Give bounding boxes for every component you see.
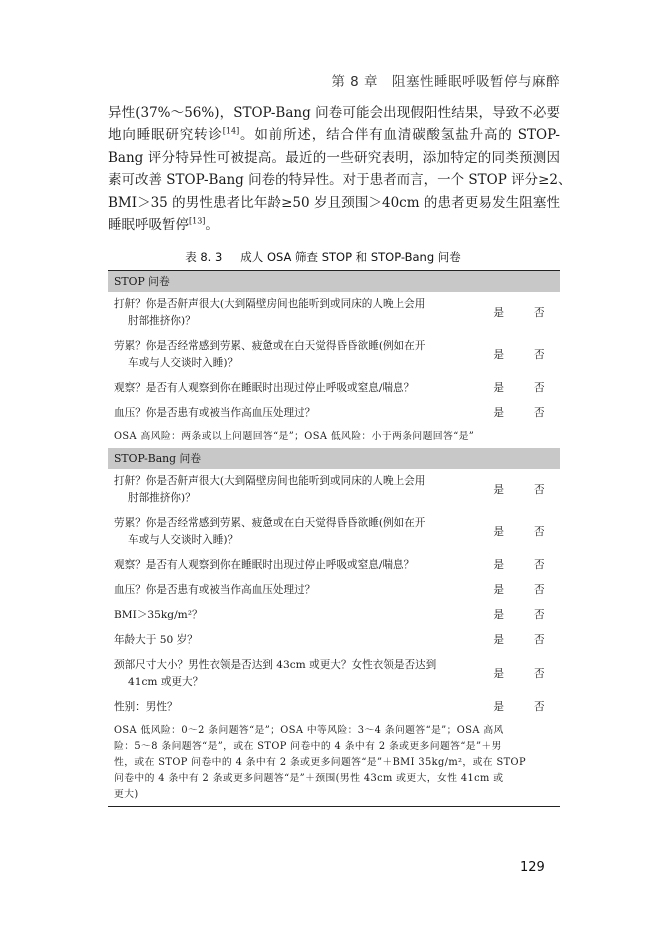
running-header: 第 8 章 阻塞性睡眠呼吸暂停与麻醉 <box>331 74 560 90</box>
citation-ref: [13] <box>189 216 206 226</box>
yes-option: 是 <box>493 348 505 361</box>
question-text-cont: 41cm 或更大？ <box>128 676 204 688</box>
yes-option: 是 <box>493 407 505 419</box>
body-paragraph <box>108 102 572 236</box>
yes-option: 是 <box>493 525 505 538</box>
yes-option: 是 <box>493 667 505 680</box>
citation-ref: [14] <box>222 126 240 136</box>
question-text-cont: 车或与人交谈时入睡)？ <box>128 534 239 546</box>
para-line: 睡眠呼吸暂停[13]。 <box>108 216 219 234</box>
no-option: 否 <box>533 584 545 596</box>
question-row <box>108 401 560 426</box>
table-number: 表 8. 3 <box>185 250 223 264</box>
question-text: 血压？你是否患有或被当作高血压处理过？ <box>114 584 316 596</box>
para-line: 异性(37%～56%)，STOP-Bang 问卷可能会出现假阳性结果，导致不必要 <box>108 105 560 121</box>
question-text: 观察？是否有人观察到你在睡眠时出现过停止呼吸或窒息/喘息？ <box>114 559 415 571</box>
question-text: 观察？是否有人观察到你在睡眠时出现过停止呼吸或窒息/喘息？ <box>114 382 415 394</box>
no-option: 否 <box>533 667 545 680</box>
yes-option: 是 <box>493 584 505 596</box>
note-line: 问卷中的 4 条中有 2 条或更多问题答“是”＋颈围(男性 43cm 或更大，女性 41cm 或 <box>114 773 504 784</box>
stop-bang-section-header: STOP-Bang 问卷 <box>108 448 560 469</box>
yes-option: 是 <box>493 306 505 319</box>
no-option: 否 <box>533 525 545 538</box>
question-row <box>108 695 560 720</box>
question-row <box>108 334 560 376</box>
no-option: 否 <box>533 306 545 319</box>
questionnaire-table <box>108 270 560 807</box>
note-line: 性，或在 STOP 问卷中的 4 条中有 2 条或更多问题答“是”＋BMI 35kg/m²，或在 STOP <box>114 757 526 768</box>
table-title: 成人 OSA 筛查 STOP 和 STOP-Bang 问卷 <box>240 250 461 264</box>
question-text: 劳累？你是否经常感到劳累、疲惫或在白天觉得昏昏欲睡(例如在开 <box>114 517 426 529</box>
yes-option: 是 <box>493 382 505 394</box>
question-text: 年龄大于 50 岁？ <box>114 634 198 646</box>
stop-section-header: STOP 问卷 <box>108 271 560 292</box>
no-option: 否 <box>533 701 545 713</box>
question-row <box>108 603 560 628</box>
no-option: 否 <box>533 634 545 646</box>
question-text: 打鼾？你是否鼾声很大(大到隔壁房间也能听到或同床的人晚上会用 <box>114 298 426 310</box>
note-line: OSA 低风险：0～2 条问题答“是”；OSA 中等风险：3～4 条问题答“是”；OSA 高风 <box>114 725 504 736</box>
yes-option: 是 <box>493 701 505 713</box>
question-text: 性别：男性？ <box>114 701 178 713</box>
para-line: BMI＞35 的男性患者比年龄≥50 岁且颈围＞40cm 的患者更易发生阻塞性 <box>108 194 560 211</box>
question-row <box>108 292 560 334</box>
yes-option: 是 <box>493 609 505 621</box>
para-line: Bang 评分特异性可被提高。最近的一些研究表明，添加特定的同类预测因 <box>108 149 560 166</box>
stop-risk-note: OSA 高风险：两条或以上问题回答“是”；OSA 低风险：小于两条问题回答“是” <box>114 431 475 442</box>
no-option: 否 <box>533 559 545 571</box>
note-line: 险：5～8 条问题答“是”，或在 STOP 问卷中的 4 条中有 2 条或更多问题答“是”＋男 <box>114 741 502 752</box>
no-option: 否 <box>533 609 545 621</box>
question-text: 血压？你是否患有或被当作高血压处理过？ <box>114 407 316 419</box>
question-row <box>108 628 560 653</box>
yes-option: 是 <box>493 634 505 646</box>
question-row <box>108 653 560 695</box>
no-option: 否 <box>533 483 545 496</box>
question-text: BMI＞35kg/m²？ <box>114 609 203 621</box>
no-option: 否 <box>533 348 545 361</box>
stop-bang-risk-note <box>108 720 560 806</box>
no-option: 否 <box>533 407 545 419</box>
table-caption <box>0 249 646 265</box>
para-line: 素可改善 STOP-Bang 问卷的特异性。对于患者而言，一个 STOP 评分≥2、 <box>108 172 572 189</box>
question-text: 劳累？你是否经常感到劳累、疲惫或在白天觉得昏昏欲睡(例如在开 <box>114 340 426 352</box>
yes-option: 是 <box>493 559 505 571</box>
question-text-cont: 肘部推挤你)？ <box>128 492 196 504</box>
question-text-cont: 车或与人交谈时入睡)？ <box>128 357 239 369</box>
question-text: 打鼾？你是否鼾声很大(大到隔壁房间也能听到或同床的人晚上会用 <box>114 475 426 487</box>
question-row <box>108 376 560 401</box>
question-text: 颈部尺寸大小？男性衣领是否达到 43cm 或更大？女性衣领是否达到 <box>114 659 437 671</box>
question-row <box>108 511 560 553</box>
yes-option: 是 <box>493 483 505 496</box>
question-row <box>108 553 560 578</box>
question-text-cont: 肘部推挤你)？ <box>128 315 196 327</box>
question-row <box>108 578 560 603</box>
question-row <box>108 469 560 511</box>
note-line: 更大) <box>114 789 139 800</box>
para-line: 地向睡眠研究转诊[14]。如前所述，结合伴有血清碳酸氢盐升高的 STOP- <box>108 126 560 144</box>
no-option: 否 <box>533 382 545 394</box>
page-number: 129 <box>520 860 545 875</box>
